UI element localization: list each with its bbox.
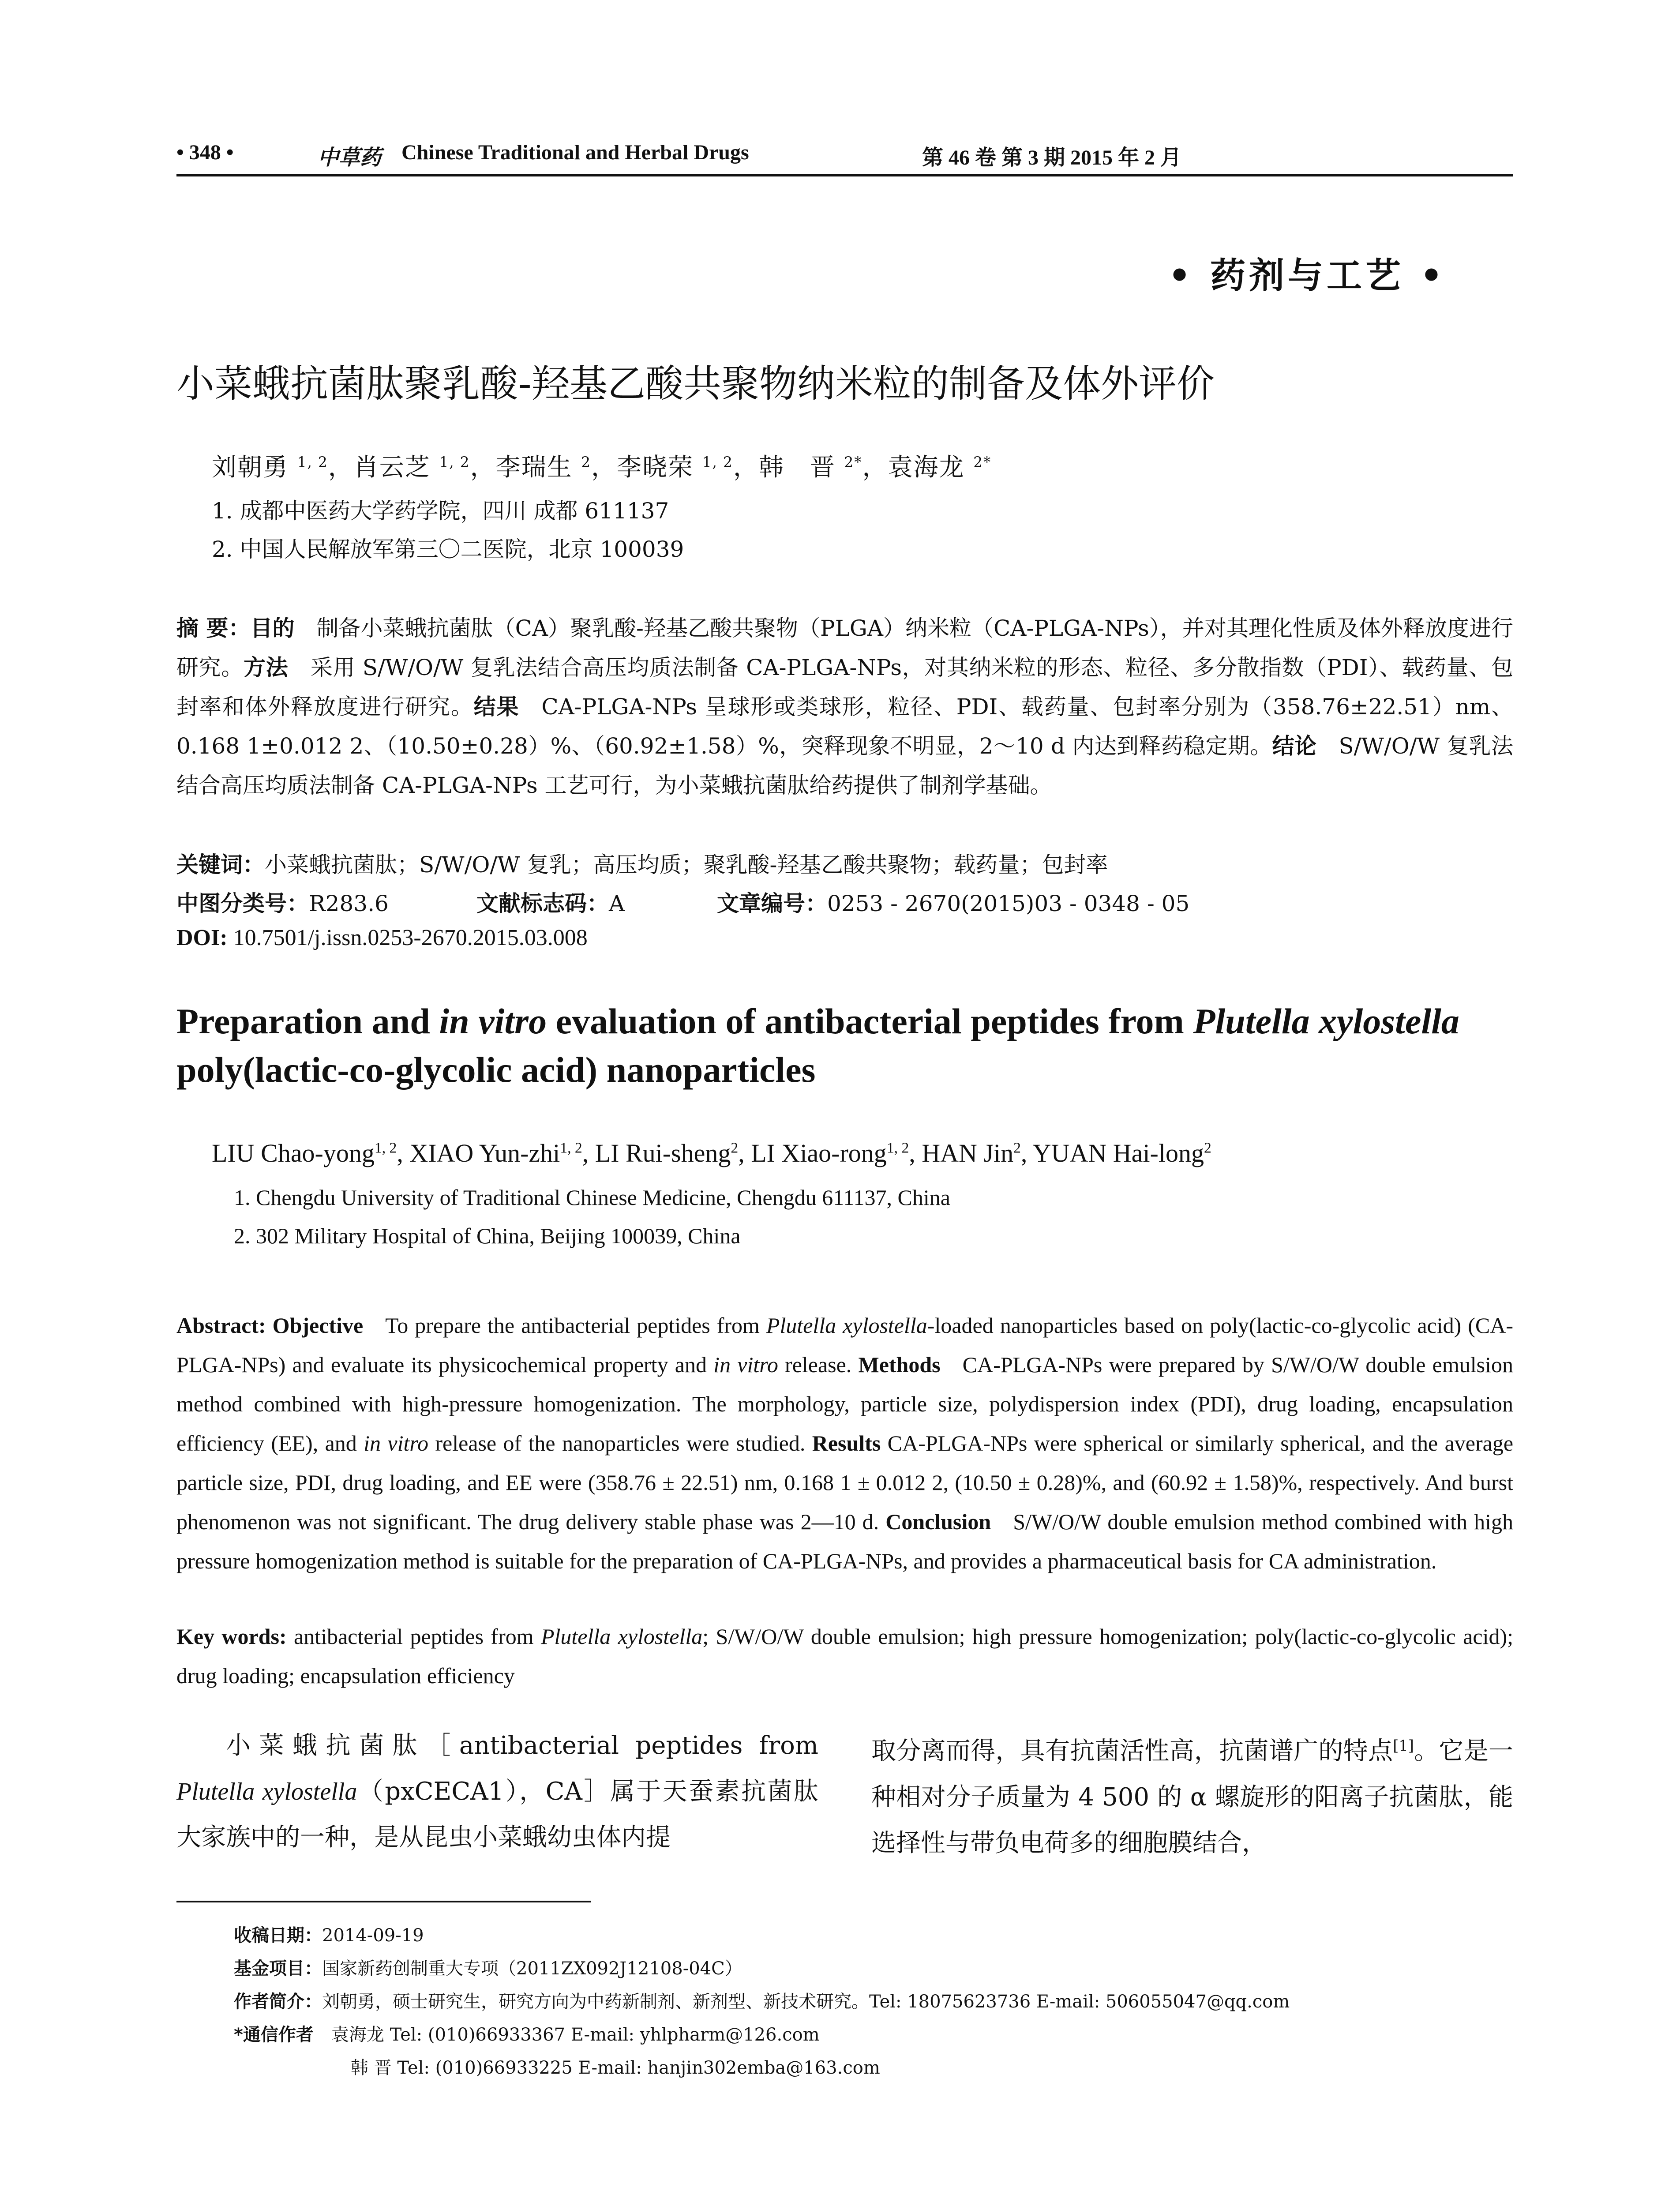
doccode-label: 文献标志码： xyxy=(476,891,609,916)
conclusion-en: S/W/O/W double emulsion method combined with high pressure homogenization method is suitable for the preparation of CA-PLGA-NPs, and provides a pharmaceutical basis for CA administration. xyxy=(176,1509,1513,1573)
footnote-label: 作者简介： xyxy=(234,1992,322,2012)
keywords-en xyxy=(176,1617,1513,1696)
affiliation-en-1: 1. Chengdu University of Traditional Chinese Medicine, Chengdu 611137, China xyxy=(234,1185,950,1210)
methods-en: release of the nanoparticles were studied. xyxy=(428,1431,806,1456)
title-cn: 小菜蛾抗菌肽聚乳酸-羟基乙酸共聚物纳米粒的制备及体外评价 xyxy=(176,362,1215,406)
body-text: 小菜蛾抗菌肽［antibacterial peptides from xyxy=(226,1731,818,1760)
article-no-label: 文章编号： xyxy=(717,891,827,916)
affiliation-cn-1: 1. 成都中医药大学药学院，四川 成都 611137 xyxy=(212,498,669,524)
objective-cn: 制备小菜蛾抗菌肽（CA）聚乳酸-羟基乙酸共聚物（PLGA）纳米粒（CA-PLGA-NPs），并对其理化性质及体外释放度进行研究。 xyxy=(176,615,1513,680)
doccode-group xyxy=(476,886,625,918)
footnote-value: 国家新药创制重大专项（2011ZX092J12108-04C） xyxy=(322,1958,742,1979)
conclusion-cn-label: 结论 xyxy=(1272,733,1317,759)
abstract-en xyxy=(176,1306,1513,1581)
in-vitro-term: in vitro xyxy=(364,1431,428,1456)
page-number: • 348 • xyxy=(176,141,234,164)
in-vitro-term: in vitro xyxy=(713,1352,778,1377)
abstract-en-label: Abstract: Objective xyxy=(176,1313,364,1338)
section-heading: • 药剂与工艺 • xyxy=(1168,255,1446,296)
results-en-label: Results xyxy=(812,1431,881,1456)
title-en-part: poly(lactic-co-glycolic acid) nanoparticles xyxy=(176,1050,816,1090)
doccode-value: A xyxy=(609,891,625,916)
footnote-label: 收稿日期： xyxy=(234,1925,322,1946)
authors-en: LIU Chao-yong$^{1, 2}$, XIAO Yun-zhi$^{1, 2}$, LI Rui-sheng$^2$, LI Xiao-rong$^{1, 2}$, HAN Jin$^2$, YUAN Hai-long$^2$ xyxy=(212,1139,1211,1167)
methods-cn: 采用 S/W/O/W 复乳法结合高压均质法制备 CA-PLGA-NPs，对其纳米粒的形态、粒径、多分散指数（PDI）、载药量、包封率和体外释放度进行研究。 xyxy=(176,655,1514,720)
objective-en: To prepare the antibacterial peptides from xyxy=(385,1313,766,1338)
title-en-italic: in vitro xyxy=(439,1001,547,1041)
objective-en: -loaded nanoparticles based on poly(lactic-co-glycolic acid) (CA-PLGA-NPs) and evaluate its physicochemical property and xyxy=(176,1313,1513,1377)
clc-group xyxy=(176,886,389,918)
footnote-received xyxy=(234,1921,424,1947)
methods-cn-label: 方法 xyxy=(243,655,289,680)
keywords-cn: 小菜蛾抗菌肽；S/W/O/W 复乳；高压均质；聚乳酸-羟基乙酸共聚物；载药量；包封率 xyxy=(265,852,1108,878)
body-text: （pxCECA1），CA］属于天蚕素抗菌肽大家族中的一种，是从昆虫小菜蛾幼虫体内提 xyxy=(176,1777,818,1852)
journal-name-cn: 中草药 xyxy=(318,145,382,170)
keywords-cn-label: 关键词： xyxy=(176,852,265,878)
abstract-cn xyxy=(176,609,1513,805)
affiliation-cn-2: 2. 中国人民解放军第三〇二医院，北京 100039 xyxy=(212,536,684,562)
results-cn: CA-PLGA-NPs 呈球形或类球形，粒径、PDI、载药量、包封率分别为（358.76±22.51）nm、0.168 1±0.012 2、（10.50±0.28）%、（60.92±1.58）%，突释现象不明显，2～10 d 内达到释药稳定期。 xyxy=(176,694,1514,759)
conclusion-en-label: Conclusion xyxy=(885,1509,991,1534)
running-header xyxy=(176,140,1182,170)
citation-ref[interactable]: [1] xyxy=(1393,1737,1414,1754)
body-text: 取分离而得，具有抗菌活性高，抗菌谱广的特点 xyxy=(871,1737,1393,1766)
body-column-right xyxy=(871,1723,1513,1866)
footnote-author xyxy=(234,1988,1290,2013)
journal-name-en: Chinese Traditional and Herbal Drugs xyxy=(401,141,749,164)
objective-en: release. xyxy=(778,1352,852,1377)
clc-value: R283.6 xyxy=(309,891,389,916)
footnote-value: 袁海龙 Tel: (010)66933367 E-mail: yhlpharm@126.com xyxy=(331,2025,820,2045)
affiliation-en-2: 2. 302 Military Hospital of China, Beijing 100039, China xyxy=(234,1223,741,1248)
footnote-label: *通信作者 xyxy=(234,2025,314,2045)
footnote-rule xyxy=(176,1901,591,1902)
doi-link[interactable]: 10.7501/j.issn.0253-2670.2015.03.008 xyxy=(233,925,588,950)
footnote-label: 基金项目： xyxy=(234,1958,322,1979)
methods-en-label: Methods xyxy=(858,1352,941,1377)
abstract-cn-label: 摘 要： xyxy=(176,615,251,641)
header-rule xyxy=(176,174,1513,176)
footnote-fund xyxy=(234,1955,742,1980)
footnote-value: 2014-09-19 xyxy=(322,1925,424,1946)
title-en-part: Preparation and xyxy=(176,1001,439,1041)
keywords-en-part: ; S/W/O/W double emulsion; high pressure homogenization; poly(lactic-co-glycolic acid); drug loading; encapsulation efficiency xyxy=(176,1624,1514,1688)
article-no-group xyxy=(717,886,1189,918)
title-en-part: evaluation of antibacterial peptides from xyxy=(547,1001,1193,1041)
methods-en: CA-PLGA-NPs were prepared by S/W/O/W double emulsion method combined with high-pressure homogenization. The morphology, particle size, polydispersion index (PDI), drug loading, encapsulation efficiency (EE), and xyxy=(176,1352,1513,1456)
title-en-species: Plutella xylostella xyxy=(1193,1001,1459,1041)
results-cn-label: 结果 xyxy=(473,694,520,720)
species-name: Plutella xylostella xyxy=(176,1778,357,1805)
footnote-value: 刘朝勇，硕士研究生，研究方向为中药新制剂、新剂型、新技术研究。Tel: 18075623736 E-mail: 506055047@qq.com xyxy=(322,1992,1290,2012)
journal-volume: 第 46 卷 第 3 期 2015 年 2 月 xyxy=(922,146,1182,169)
footnote-corresponding-2: 韩 晋 Tel: (010)66933225 E-mail: hanjin302emba@163.com xyxy=(351,2058,880,2078)
footnote-corresponding xyxy=(234,2021,820,2046)
keywords-en-part: antibacterial peptides from xyxy=(294,1624,541,1649)
keywords-cn-line xyxy=(176,847,1108,879)
keywords-en-label: Key words: xyxy=(176,1624,287,1649)
title-en xyxy=(176,997,1513,1094)
article-no-value: 0253 - 2670(2015)03 - 0348 - 05 xyxy=(827,891,1190,916)
species-name: Plutella xylostella xyxy=(540,1624,703,1649)
results-en: CA-PLGA-NPs were spherical or similarly spherical, and the average particle size, PDI, drug loading, and EE were (358.76 ± 22.51) nm, 0.168 1 ± 0.012 2, (10.50 ± 0.28)%, and (60.92 ± 1.58)%, respectively. And burst phenomenon was not significant. The drug delivery stable phase was 2—10 d. xyxy=(176,1431,1514,1534)
doi-line xyxy=(176,925,588,951)
objective-cn-label: 目的 xyxy=(250,615,295,641)
authors-cn: 刘朝勇 $^{1, 2}$，肖云芝 $^{1, 2}$，李瑞生 $^2$，李晓荣 $^{1, 2}$，韩 晋 $^{2*}$，袁海龙 $^{2*}$ xyxy=(212,453,992,482)
doi-label: DOI: xyxy=(176,925,228,950)
clc-label: 中图分类号： xyxy=(176,891,309,916)
conclusion-cn: S/W/O/W 复乳法结合高压均质法制备 CA-PLGA-NPs 工艺可行，为小菜蛾抗菌肽给药提供了制剂学基础。 xyxy=(176,733,1513,798)
species-name: Plutella xylostella xyxy=(766,1313,927,1338)
body-column-left xyxy=(176,1723,818,1861)
body-text: 。它是一种相对分子质量为 4 500 的 α 螺旋形的阳离子抗菌肽，能选择性与带负电荷多的细胞膜结合， xyxy=(871,1737,1513,1857)
